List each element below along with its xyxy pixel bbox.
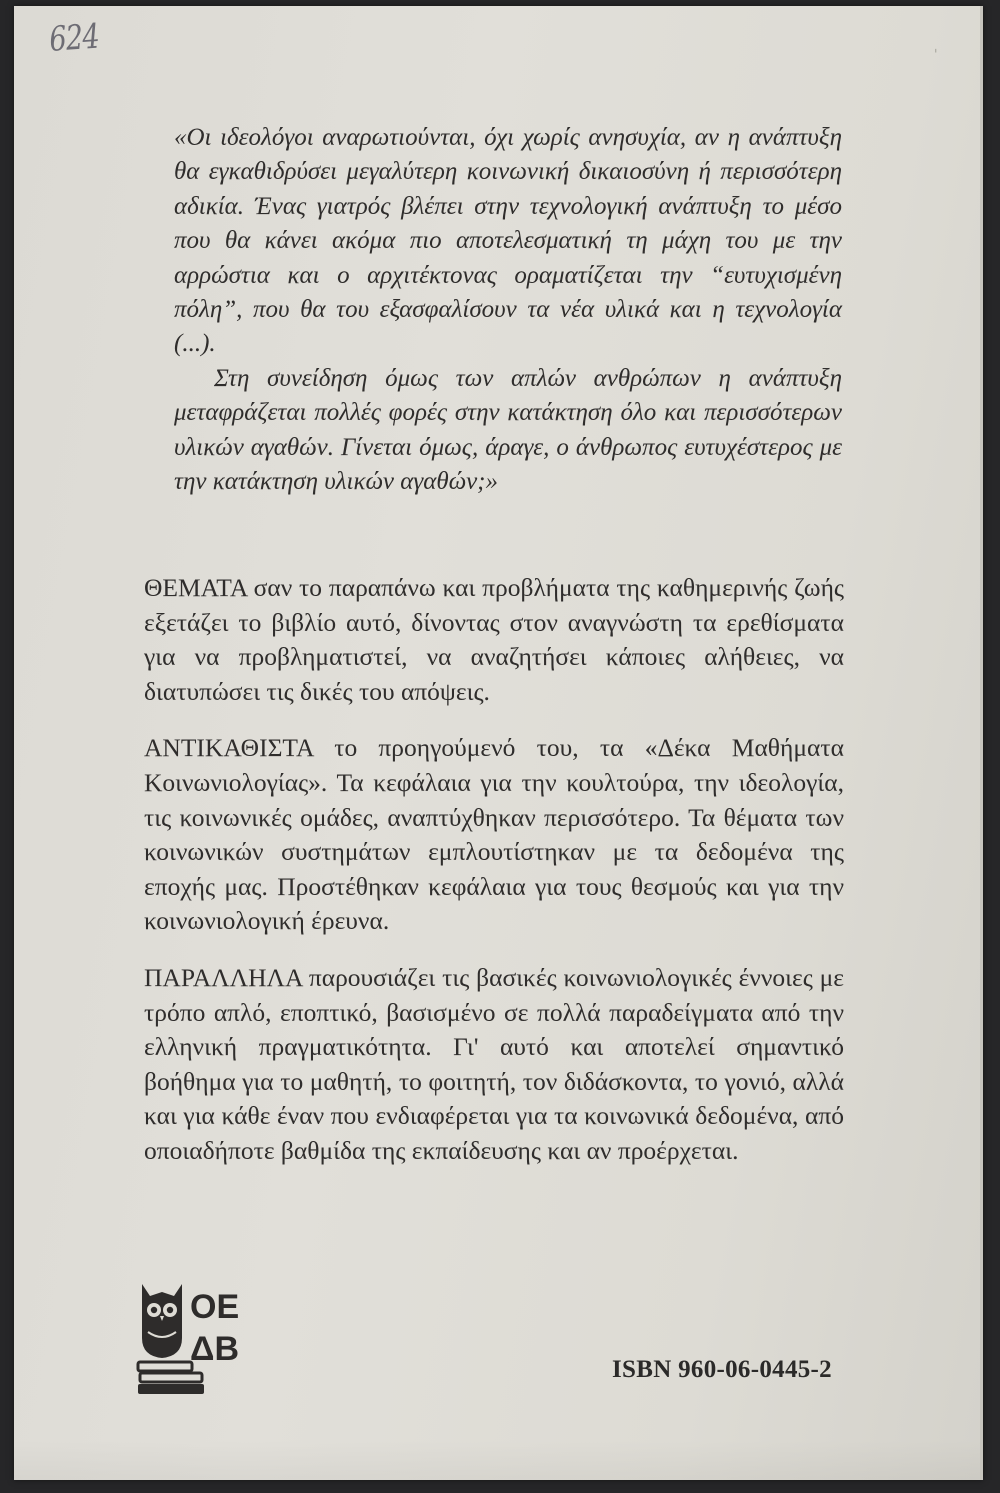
book-description [144, 571, 844, 1191]
description-paragraph: ΘΕΜΑΤΑ σαν το παραπάνω και προβλήματα της καθημερινής ζωής εξετάζει το βιβλίο αυτό, δίνοντας στον αναγνώστη τα ερεθίσματα για να προβληματιστεί, να αναζητήσει κάποιες αλήθειες, να διατυπώσει τις δικές του απόψεις. [144, 573, 844, 706]
publisher-logo [136, 1276, 276, 1398]
quote-paragraph: Στη συνείδηση όμως των απλών ανθρώπων η ανάπτυξη μεταφράζεται πολλές φορές στην κατάκτηση όλο και περισσότερων υλικών αγαθών. Γίνεται όμως, άραγε, ο άνθρωπος ευτυχέστερος με την κατάκτηση υλικών αγαθών;» [174, 364, 842, 496]
description-paragraph: ΠΑΡΑΛΛΗΛΑ παρουσιάζει τις βασικές κοινωνιολογικές έννοιες με τρόπο απλό, εποπτικό, βασισμένο σε πολλά παραδείγματα από την ελληνική πραγματικότητα. Γι' αυτό και αποτελεί σημαντικό βοήθημα για το μαθητή, το φοιτητή, τον διδάσκοντα, το γονιό, αλλά και για κάθε έναν που ενδιαφέρεται για τα κοινωνικά δεδομένα, από οποιαδήποτε βαθμίδα της εκπαίδευσης και αν προέρχεται. [144, 962, 844, 1165]
back-cover-page [14, 6, 983, 1480]
blurb-quote [174, 121, 842, 499]
handwritten-number: 624 [48, 16, 101, 60]
logo-text-line-2: ΔΒ [190, 1330, 239, 1368]
quote-paragraph: «Οι ιδεολόγοι αναρωτιούνται, όχι χωρίς ανησυχία, αν η ανάπτυξη θα εγκαθιδρύσει μεγαλύτερη κοινωνική δικαιοσύνη ή περισσότερη αδικία. Ένας γιατρός βλέπει στην τεχνολογική ανάπτυξη το μέσο που θα κάνει ακόμα πιο αποτελεσματική τη μάχη του με την αρρώστια και ο αρχιτέκτονας οραματίζεται την “ευτυχισμένη πόλη”, που θα του εξασφαλίσουν τα νέα υλικά και η τεχνολογία (...). [174, 124, 842, 358]
description-paragraph: ΑΝΤΙΚΑΘΙΣΤΑ το προηγούμενό του, τα «Δέκα Μαθήματα Κοινωνιολογίας». Τα κεφάλαια για την κουλτούρα, την ιδεολογία, τις κοινωνικές ομάδες, αναπτύχθηκαν περισσότερο. Τα θέματα των κοινωνικών συστημάτων εμπλουτίστηκαν με τα δεδομένα της εποχής μας. Προστέθηκαν κεφάλαια για τους θεσμούς και για την κοινωνιολογική έρευνα. [144, 733, 844, 936]
logo-text-line-1: ΟΕ [190, 1288, 240, 1326]
corner-mark: ˈ [934, 48, 938, 63]
isbn-number: ISBN 960-06-0445-2 [612, 1356, 832, 1383]
